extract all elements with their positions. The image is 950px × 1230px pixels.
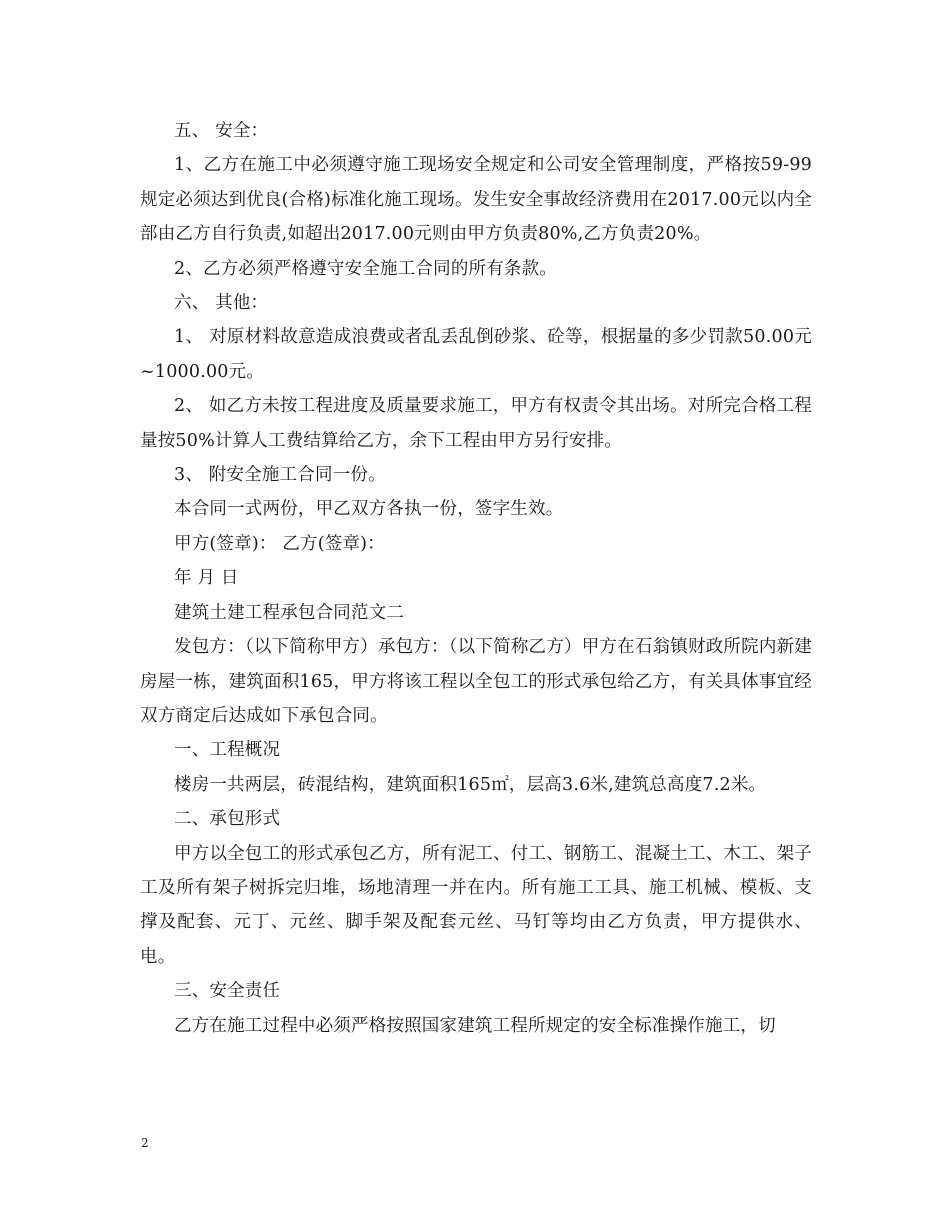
sample-contract-title: 建筑土建工程承包合同范文二 bbox=[174, 602, 405, 623]
document-body bbox=[140, 114, 812, 1043]
signature-line: 甲方(签章)： 乙方(签章)： bbox=[174, 533, 385, 554]
other-clause-3: 3、 附安全施工合同一份。 bbox=[174, 465, 386, 486]
section-heading-other: 六、 其他： bbox=[174, 293, 269, 314]
other-clause-1: 1、 对原材料故意造成浪费或者乱丢乱倒砂浆、砼等，根据量的多少罚款50.00元~1000.00元。 bbox=[140, 327, 812, 382]
other-clause-2: 2、 如乙方未按工程进度及质量要求施工，甲方有权责令其出场。对所完合格工程量按50%计算人工费结算给乙方，余下工程由甲方另行安排。 bbox=[140, 396, 812, 451]
form-text: 甲方以全包工的形式承包乙方，所有泥工、付工、钢筋工、混凝土工、木工、架子工及所有架子树拆完归堆，场地清理一并在内。所有施工工具、施工机械、模板、支撑及配套、元丁、元丝、脚手架及配套元丝、马钉等均由乙方负责，甲方提供水、电。 bbox=[140, 843, 812, 967]
section-heading-overview: 一、工程概况 bbox=[174, 740, 281, 761]
page-number: 2 bbox=[141, 1136, 149, 1150]
section-heading-safety-duty: 三、安全责任 bbox=[174, 981, 281, 1002]
copies-statement: 本合同一式两份，甲乙双方各执一份，签字生效。 bbox=[174, 499, 564, 520]
section-heading-form: 二、承包形式 bbox=[174, 809, 281, 830]
date-line: 年 月 日 bbox=[174, 568, 239, 589]
contract-intro: 发包方：（以下简称甲方）承包方：（以下简称乙方）甲方在石翁镇财政所院内新建房屋一栋，建筑面积165，甲方将该工程以全包工的形式承包给乙方，有关具体事宜经双方商定后达成如下承包合同。 bbox=[140, 637, 812, 726]
overview-text: 楼房一共两层，砖混结构，建筑面积165㎡，层高3.6米,建筑总高度7.2米。 bbox=[174, 774, 767, 795]
safety-clause-1: 1、乙方在施工中必须遵守施工现场安全规定和公司安全管理制度，严格按59-99规定必须达到优良(合格)标准化施工现场。发生安全事故经济费用在2017.00元以内全部由乙方自行负责,如超出2017.00元则由甲方负责80%,乙方负责20%。 bbox=[140, 155, 812, 245]
section-heading-safety: 五、 安全： bbox=[174, 121, 269, 141]
safety-clause-2: 2、乙方必须严格遵守安全施工合同的所有条款。 bbox=[174, 258, 558, 279]
safety-duty-text: 乙方在施工过程中必须严格按照国家建筑工程所规定的安全标准操作施工，切 bbox=[174, 1015, 776, 1036]
